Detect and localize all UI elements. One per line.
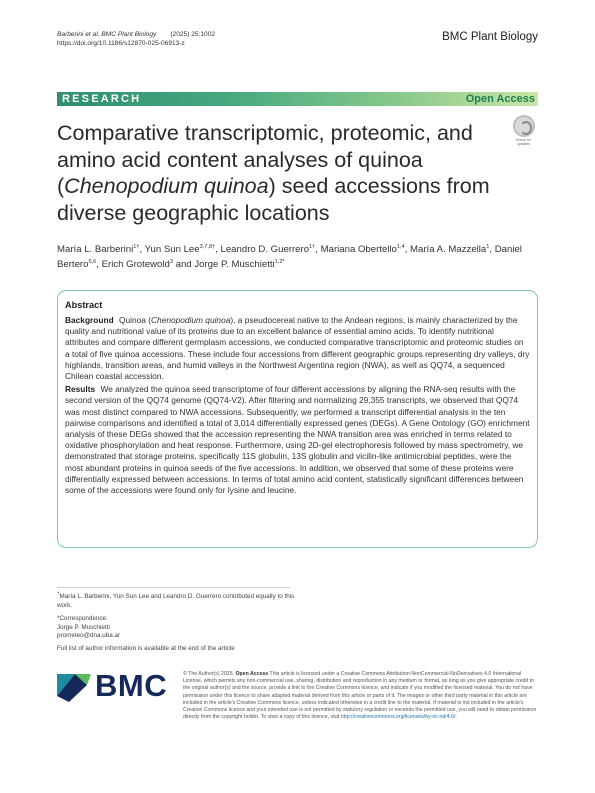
- license-link[interactable]: http://creativecommons.org/licenses/by-nc-nd/4.0/: [340, 714, 456, 721]
- correspondence-email[interactable]: prometeo@dna.uba.ar: [57, 632, 121, 640]
- author[interactable]: Jorge P. Muschietti$^{1,2*}$: [194, 258, 285, 270]
- abstract-results: Results We analyzed the quinoa seed transcriptome of four different accessions by aligning the RNA-seq results with the second version of the QQ74 genome (QQ74-V2). After filtering and normalizing 29,355 transcripts, we observed that QQ74 was most distinct compared to NWA accessions. Subsequently, we performed a transcript differential analysis in the ten pairwise comparisons and identified a total of 3,014 differentially expressed genes (DEGs). A Gene Ontology (GO) enrichment analysis of these DEGs showed that the accession representing the NWA transition area was enriched in terms related to oxidative phosphorylation and heat response. Furthermore, using 2D-gel electrophoresis followed by mass spectrometry, we demonstrated that storage proteins, specifically 11S globulin, 13S globulin and vicilin-like antimicrobial peptides, were the most abundant proteins in quinoa seeds of the five accessions. In addition, we observed that some of these proteins were differentially expressed between accessions. In terms of total amino acid content, statistically significant differences between some of the accessions were found only for lysine and leucine.: [65, 384, 530, 496]
- correspondence-name: Jorge P. Muschietti: [57, 623, 110, 631]
- title-part-1: Comparative transcriptomic, proteomic, and amino acid content analyses of quinoa (: [57, 121, 473, 198]
- article-title: [57, 120, 497, 226]
- article-type-banner: [57, 92, 538, 106]
- author[interactable]: Erich Grotewold$^3$: [101, 258, 173, 270]
- bmc-logo-text: BMC: [95, 668, 168, 703]
- doi-link[interactable]: https://doi.org/10.1186/s12870-025-06913-z: [57, 40, 185, 47]
- results-label: Results: [65, 384, 96, 395]
- author[interactable]: María L. Barberini$^{1\dagger}$: [57, 243, 140, 255]
- author[interactable]: María A. Mazzella$^1$: [410, 243, 490, 255]
- correspondence-label: *Correspondence:: [57, 615, 108, 622]
- citation-authors: Barberini et al. BMC Plant Biology: [57, 31, 157, 38]
- author-info-note: Full list of author information is available at the end of the article: [57, 645, 235, 652]
- check-for-updates-icon[interactable]: [510, 115, 537, 146]
- open-access-label: Open Access: [465, 93, 535, 105]
- abstract-box: [57, 290, 538, 548]
- footnote-divider: [57, 587, 290, 588]
- license-statement: © The Author(s) 2025. Open Access This article is licensed under a Creative Commons Attribution-NonCommercial-NoDerivatives 4.0 International License, which permits any non-commercial use, sharing, distribution and reproduction in any medium or format, as long as you give appropriate credit to the original author(s) and the source, provide a link to the Creative Commons licence, and indicate if you modified the licensed material. You do not have permission under this licence to share adapted material derived from this article or parts of it. The images or other third party material in this article are included in the article's Creative Commons licence, unless indicated otherwise in a credit line to the material. If material is not included in the article's Creative Commons licence and your intended use is not permitted by statutory regulation or exceeds the permitted use, you will need to obtain permission directly from the copyright holder. To view a copy of this licence, visit http://creativecommons.org/licenses/by-nc-nd/4.0/.: [183, 671, 537, 721]
- correspondence-note: [57, 615, 297, 641]
- abstract-heading: Abstract: [65, 300, 103, 310]
- author[interactable]: Yun Sun Lee$^{3,7,8\dagger}$: [144, 243, 216, 255]
- check-for-updates-caption: Check for updates: [515, 138, 532, 146]
- bmc-logo: [57, 668, 167, 702]
- author[interactable]: Mariana Obertello$^{1,4}$: [320, 243, 405, 255]
- article-type-label: RESEARCH: [62, 93, 142, 105]
- citation-line: [57, 30, 215, 39]
- author[interactable]: Leandro D. Guerrero$^{1\dagger}$: [220, 243, 316, 255]
- author[interactable]: Daniel Bertero$^{5,6}$: [57, 244, 522, 270]
- running-header: [57, 30, 215, 48]
- bmc-logo-mark-icon: [57, 668, 93, 702]
- title-species: Chenopodium quinoa: [64, 174, 269, 198]
- abstract-background: Background Quinoa (Chenopodium quinoa), a pseudocereal native to the Andean regions, is mainly characterized by the quality and nutritional value of its proteins due to an excellent balance of essential amino acids. To identify nutritional attributes and compare different germplasm accessions, we conducted comparative transcriptomic and proteomic studies on a total of five quinoa accessions. These include four accessions from different geographic groups representing dry valleys, dry highlands, transition areas, and humid valleys in the Northwest Argentina region (NWA), as well as QQ74, a sequenced Chilean coastal accession.: [65, 315, 530, 382]
- journal-name: BMC Plant Biology: [442, 31, 538, 43]
- citation-year-volume: (2025) 25:1002: [170, 31, 216, 38]
- license-open-access: Open Access: [235, 671, 269, 677]
- author-list: María L. Barberini$^{1\dagger}$, Yun Sun Lee$^{3,7,8\dagger}$, Leandro D. Guerrero$^{1\dagger}$, Mariana Obertello$^{1,4}$, María A. Mazzella$^1$, Daniel Bertero$^{5,6}$, Erich Grotewold$^3$ and Jorge P. Muschietti$^{1,2*}$: [57, 243, 522, 270]
- contribution-note: †María L. Barberini, Yun Sun Lee and Leandro D. Guerrero contributed equally to this work.: [57, 591, 295, 609]
- check-for-updates-badge: [513, 115, 535, 137]
- background-label: Background: [65, 315, 114, 325]
- title-part-2: ) seed accessions from diverse geographic locations: [57, 174, 490, 225]
